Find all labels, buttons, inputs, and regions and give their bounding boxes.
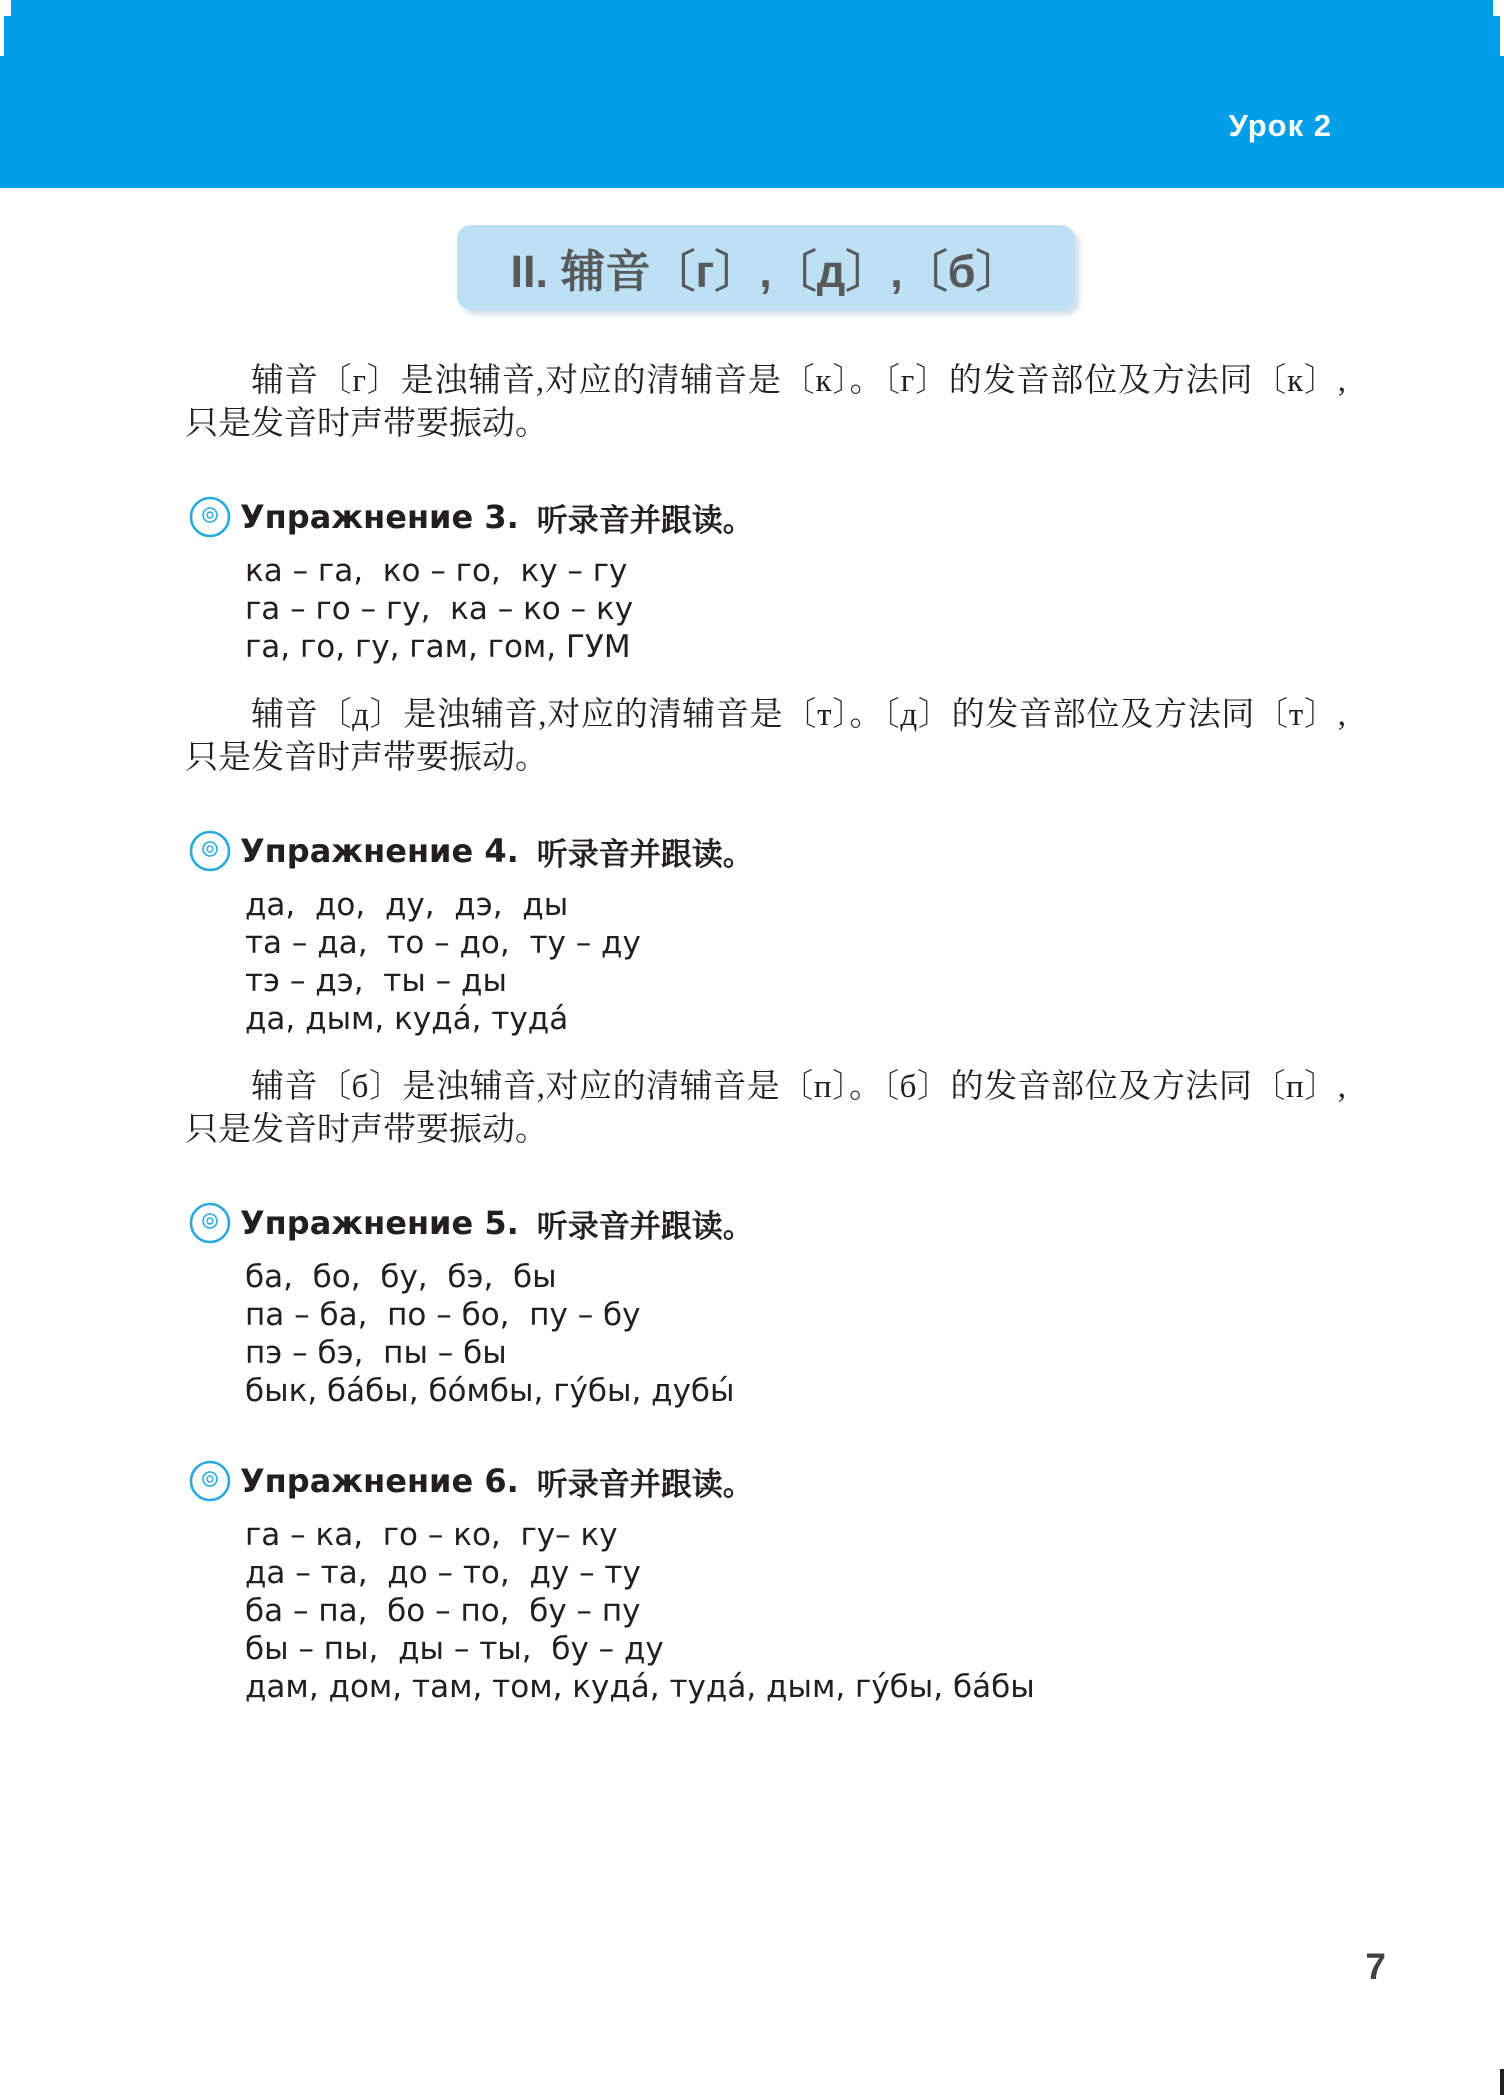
exercise-line: га – ка, го – ко, гу– ку [245,1517,618,1553]
exercise-3-label: Упражнение 3. [240,498,519,536]
exercise-line: бык, ба́бы, бо́мбы, гу́бы, дубы́ [245,1373,735,1409]
page-number: 7 [1365,1946,1386,1987]
cd-icon [188,829,232,873]
exercise-line: да, до, ду, дэ, ды [245,887,569,923]
exercise-6 [185,1458,1346,1706]
exercise-line: пэ – бэ, пы – бы [245,1335,507,1371]
exercise-5-lines [245,1258,1346,1410]
cd-icon [188,1201,232,1245]
exercise-line: га – го – гу, ка – ко – ку [245,591,634,627]
exercise-5 [185,1200,1346,1410]
exercise-3-lines [245,552,1346,666]
section-title: II. 辅音〔г〕,〔д〕,〔б〕 [510,246,1021,297]
exercise-line: па – ба, по – бо, пу – бу [245,1297,641,1333]
paragraph-consonant-g: 辅音〔г〕是浊辅音,对应的清辅音是〔к〕。〔г〕的发音部位及方法同〔к〕,只是发音时声带要振动。 [185,363,1346,442]
exercise-5-header [185,1200,1346,1246]
exercise-6-lines [245,1516,1346,1706]
exercise-4-label: Упражнение 4. [240,832,519,870]
section-title-box [457,225,1075,310]
exercise-6-label: Упражнение 6. [240,1462,519,1500]
lesson-label: Урок 2 [1228,108,1332,143]
paragraph-consonant-d: 辅音〔д〕是浊辅音,对应的清辅音是〔т〕。〔д〕的发音部位及方法同〔т〕,只是发音时声带要振动。 [185,697,1346,776]
exercise-5-instruction: 听录音并跟读。 [536,1208,754,1244]
exercise-6-header [185,1458,1346,1504]
scan-artifact-edge [1500,2069,1504,2095]
exercise-3-header [185,494,1346,540]
exercise-line: ка – га, ко – го, ку – гу [245,553,628,589]
exercise-3-instruction: 听录音并跟读。 [536,502,754,538]
exercise-3 [185,494,1346,666]
exercise-line: да, дым, куда́, туда́ [245,1001,569,1037]
exercise-line: тэ – дэ, ты – ды [245,963,507,999]
cd-icon [188,495,232,539]
exercise-line: та – да, то – до, ту – ду [245,925,641,961]
exercise-line: ба – па, бо – по, бу – пу [245,1593,641,1629]
exercise-5-label: Упражнение 5. [240,1204,519,1242]
exercise-line: дам, дом, там, том, куда́, туда́, дым, гу́бы, ба́бы [245,1669,1035,1705]
exercise-line: да – та, до – то, ду – ту [245,1555,641,1591]
paragraph-consonant-b: 辅音〔б〕是浊辅音,对应的清辅音是〔п〕。〔б〕的发音部位及方法同〔п〕,只是发音时声带要振动。 [185,1069,1346,1148]
exercise-line: ба, бо, бу, бэ, бы [245,1259,557,1295]
exercise-4-header [185,828,1346,874]
exercise-4 [185,828,1346,1038]
cd-icon [188,1459,232,1503]
exercise-line: бы – пы, ды – ты, бу – ду [245,1631,664,1667]
exercise-4-lines [245,886,1346,1038]
exercise-6-instruction: 听录音并跟读。 [536,1466,754,1502]
exercise-line: га, го, гу, гам, гом, ГУМ [245,629,631,665]
exercise-4-instruction: 听录音并跟读。 [536,836,754,872]
